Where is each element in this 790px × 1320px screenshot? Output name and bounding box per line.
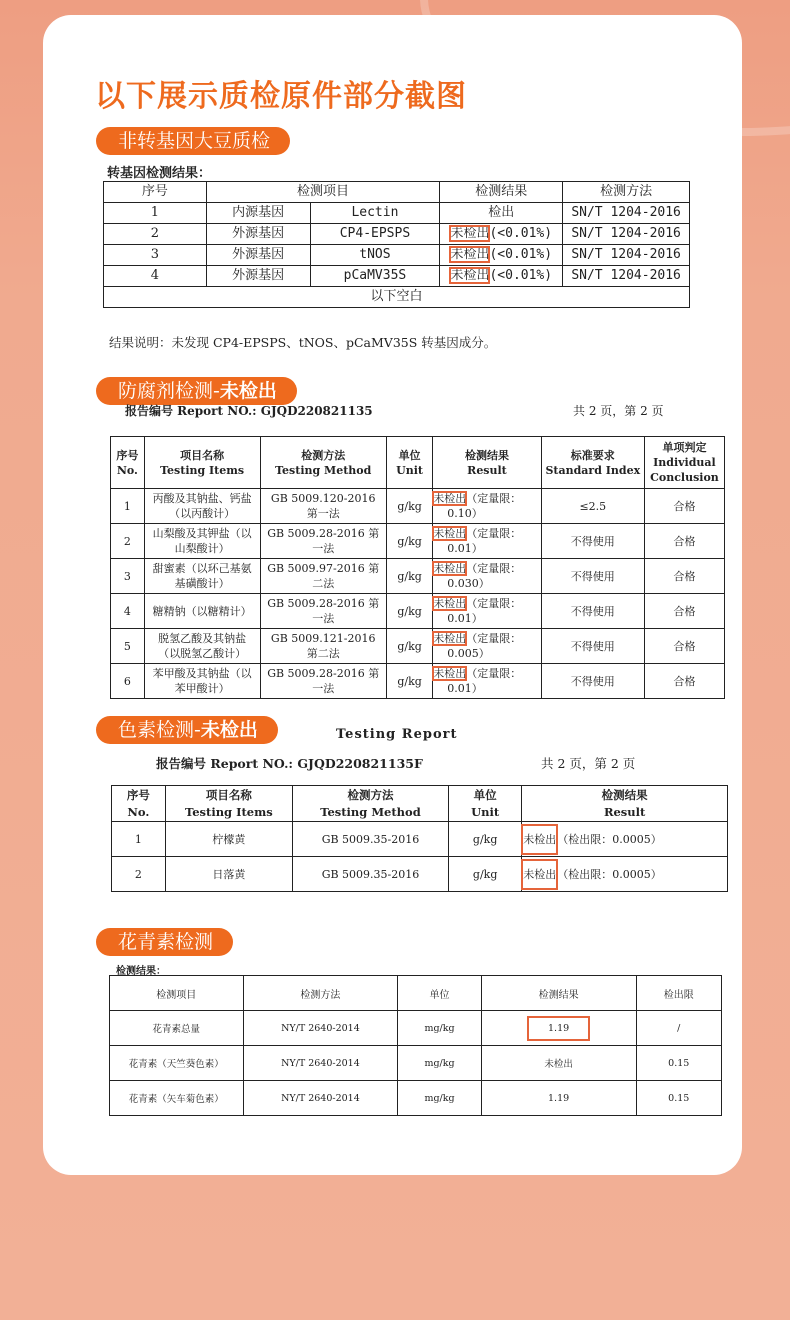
cell-conclusion: 合格: [644, 524, 724, 559]
cell-item: 苯甲酸及其钠盐（以 苯甲酸计）: [144, 664, 260, 699]
cell-item: 花青素（矢车菊色素）: [110, 1081, 244, 1116]
cell-item: 甜蜜素（以环己基氨 基磺酸计）: [144, 559, 260, 594]
cell-limit: /: [636, 1011, 721, 1046]
cell-type: 外源基因: [206, 245, 310, 266]
header-method: 检测方法 Testing Method: [292, 786, 448, 822]
cell-item: 柠檬黄: [165, 822, 292, 857]
gmo-subtitle: 转基因检测结果：: [107, 166, 212, 181]
cell-item: 山梨酸及其钾盐（以 山梨酸计）: [144, 524, 260, 559]
table-row: [104, 203, 690, 224]
cell-limit: 0.15: [636, 1081, 721, 1116]
cell-method: GB 5009.28-2016 第 一法: [260, 594, 386, 629]
cell-item: CP4-EPSPS: [310, 224, 440, 245]
cell-method: NY/T 2640-2014: [243, 1011, 398, 1046]
cell-no: 1: [111, 489, 145, 524]
cell-conclusion: 合格: [644, 559, 724, 594]
cell-item: 糖精钠（以糖精计）: [144, 594, 260, 629]
cell-std: 不得使用: [541, 629, 644, 664]
cell-method: GB 5009.97-2016 第 二法: [260, 559, 386, 594]
cell-result-extra: (<0.01%): [489, 226, 553, 241]
cell-type: 外源基因: [206, 266, 310, 287]
header-result: 检测结果: [440, 182, 563, 203]
header-no: 序号 No.: [111, 437, 145, 489]
table-row: [111, 489, 725, 524]
highlight-box: 未检出: [433, 632, 467, 645]
section-tag-gmo: 非转基因大豆质检: [96, 127, 290, 155]
header-result: 检测结果 Result: [522, 786, 728, 822]
cell-std: 不得使用: [541, 524, 644, 559]
cell-no: 6: [111, 664, 145, 699]
highlight-box: 未检出: [450, 247, 490, 262]
cell-item: 日落黄: [165, 857, 292, 892]
cell-unit: mg/kg: [398, 1011, 481, 1046]
header-limit: 检出限: [636, 976, 721, 1011]
tag-bold: 未检出: [200, 719, 258, 741]
cell-type: 内源基因: [206, 203, 310, 224]
cell-method: NY/T 2640-2014: [243, 1081, 398, 1116]
cell-result: [440, 266, 563, 287]
cell-item: Lectin: [310, 203, 440, 224]
cell-unit: mg/kg: [398, 1046, 481, 1081]
section-tag-pigment: [96, 716, 278, 744]
header-result: 检测结果: [481, 976, 636, 1011]
page-title: 以下展示质检原件部分截图: [95, 79, 467, 114]
header-method: 检测方法: [563, 182, 690, 203]
highlight-box: 未检出: [522, 825, 557, 854]
cell-no: 2: [104, 224, 207, 245]
header-no: 序号: [104, 182, 207, 203]
tag-prefix: 防腐剂检测-: [118, 380, 220, 402]
cell-item: 花青素总量: [110, 1011, 244, 1046]
highlight-box: 未检出: [450, 268, 490, 283]
header-method: 检测方法: [243, 976, 398, 1011]
cell-conclusion: 合格: [644, 664, 724, 699]
cell-unit: mg/kg: [398, 1081, 481, 1116]
table-header-row: [111, 437, 725, 489]
header-item: 项目名称 Testing Items: [165, 786, 292, 822]
cell-result: 未检出: [481, 1046, 636, 1081]
header-conclusion: 单项判定 Individual Conclusion: [644, 437, 724, 489]
cell-result: 未检出（定量限： 0.10）: [433, 489, 541, 524]
table-row: [112, 822, 728, 857]
cell-item: pCaMV35S: [310, 266, 440, 287]
cell-no: 2: [111, 524, 145, 559]
table-row: [110, 1046, 722, 1081]
cell-item: 脱氢乙酸及其钠盐 （以脱氢乙酸计）: [144, 629, 260, 664]
cell-method: SN/T 1204-2016: [563, 266, 690, 287]
section-tag-anthocyanin: 花青素检测: [96, 928, 233, 956]
cell-unit: g/kg: [449, 857, 522, 892]
cell-method: GB 5009.28-2016 第 一法: [260, 524, 386, 559]
anthocyanin-result-table: [109, 975, 722, 1116]
cell-unit: g/kg: [386, 489, 432, 524]
cell-result: 未检出（定量限： 0.01）: [433, 524, 541, 559]
table-row: [104, 266, 690, 287]
cell-type: 外源基因: [206, 224, 310, 245]
blank-row: 以下空白: [104, 287, 690, 308]
pigment-result-table: [111, 785, 728, 892]
cell-method: SN/T 1204-2016: [563, 224, 690, 245]
cell-no: 2: [112, 857, 166, 892]
table-row: [104, 245, 690, 266]
cell-unit: g/kg: [386, 559, 432, 594]
header-result: 检测结果 Result: [433, 437, 541, 489]
report-number: 报告编号 Report NO.: GJQD220821135F: [156, 756, 423, 771]
header-unit: 单位 Unit: [386, 437, 432, 489]
report-number: 报告编号 Report NO.: GJQD220821135: [125, 404, 373, 418]
cell-no: 1: [104, 203, 207, 224]
cell-item: 花青素（天竺葵色素）: [110, 1046, 244, 1081]
table-row: [104, 224, 690, 245]
highlight-box: 未检出: [522, 860, 557, 889]
cell-unit: g/kg: [386, 629, 432, 664]
cell-result: [481, 1011, 636, 1046]
table-row: [111, 524, 725, 559]
highlight-box: 未检出: [433, 667, 467, 680]
cell-unit: g/kg: [449, 822, 522, 857]
cell-no: 1: [112, 822, 166, 857]
table-row: [111, 664, 725, 699]
highlight-box: 未检出: [433, 492, 467, 505]
cell-std: ≤2.5: [541, 489, 644, 524]
report-doc-title: Testing Report: [336, 727, 458, 742]
cell-result: [440, 245, 563, 266]
tag-prefix: 色素检测-: [118, 719, 201, 741]
table-row: [112, 857, 728, 892]
cell-std: 不得使用: [541, 594, 644, 629]
cell-conclusion: 合格: [644, 629, 724, 664]
table-header-row: [112, 786, 728, 822]
cell-unit: g/kg: [386, 664, 432, 699]
cell-method: GB 5009.120-2016 第一法: [260, 489, 386, 524]
cell-method: GB 5009.35-2016: [292, 857, 448, 892]
cell-result: 未检出（定量限： 0.01）: [433, 594, 541, 629]
tag-bold: 未检出: [219, 380, 277, 402]
cell-unit: g/kg: [386, 594, 432, 629]
cell-method: GB 5009.121-2016 第二法: [260, 629, 386, 664]
cell-result: [440, 224, 563, 245]
header-no: 序号 No.: [112, 786, 166, 822]
page-count: 共 2 页，第 2 页: [573, 404, 664, 418]
cell-conclusion: 合格: [644, 594, 724, 629]
cell-limit: 0.15: [636, 1046, 721, 1081]
cell-result: 未检出（定量限： 0.005）: [433, 629, 541, 664]
cell-result: 未检出（检出限：0.0005）: [522, 857, 728, 892]
header-std: 标准要求 Standard Index: [541, 437, 644, 489]
section-tag-preservative: [96, 377, 297, 405]
page-count: 共 2 页，第 2 页: [541, 756, 636, 771]
cell-method: NY/T 2640-2014: [243, 1046, 398, 1081]
cell-no: 4: [111, 594, 145, 629]
cell-result-extra: (<0.01%): [489, 247, 553, 262]
cell-no: 3: [111, 559, 145, 594]
cell-no: 5: [111, 629, 145, 664]
cell-method: GB 5009.35-2016: [292, 822, 448, 857]
cell-result: 未检出（定量限： 0.01）: [433, 664, 541, 699]
cell-item: 丙酸及其钠盐、钙盐 （以丙酸计）: [144, 489, 260, 524]
cell-method: SN/T 1204-2016: [563, 245, 690, 266]
header-item: 检测项目: [110, 976, 244, 1011]
anthocyanin-subtitle: 检测结果：: [116, 966, 166, 977]
cell-result: 未检出（定量限： 0.030）: [433, 559, 541, 594]
table-row: [111, 594, 725, 629]
cell-method: SN/T 1204-2016: [563, 203, 690, 224]
cell-unit: g/kg: [386, 524, 432, 559]
table-row: [110, 1011, 722, 1046]
cell-no: 3: [104, 245, 207, 266]
header-unit: 单位 Unit: [449, 786, 522, 822]
table-row: [104, 287, 690, 308]
preservative-result-table: [110, 436, 725, 699]
header-item: 项目名称 Testing Items: [144, 437, 260, 489]
highlight-box: 未检出: [433, 527, 467, 540]
cell-conclusion: 合格: [644, 489, 724, 524]
header-unit: 单位: [398, 976, 481, 1011]
cell-result: 检出: [440, 203, 563, 224]
header-method: 检测方法 Testing Method: [260, 437, 386, 489]
cell-no: 4: [104, 266, 207, 287]
cell-std: 不得使用: [541, 664, 644, 699]
cell-result: 1.19: [481, 1081, 636, 1116]
table-row: [111, 559, 725, 594]
content-card: [43, 15, 742, 1175]
table-header-row: [104, 182, 690, 203]
highlight-box: 未检出: [433, 597, 467, 610]
header-item: 检测项目: [206, 182, 440, 203]
cell-std: 不得使用: [541, 559, 644, 594]
cell-item: tNOS: [310, 245, 440, 266]
table-header-row: [110, 976, 722, 1011]
gmo-note: 结果说明：未发现 CP4-EPSPS、tNOS、pCaMV35S 转基因成分。: [109, 335, 497, 350]
gmo-result-table: [103, 181, 690, 308]
highlight-box: 未检出: [450, 226, 490, 241]
highlight-box: 未检出: [433, 562, 467, 575]
table-row: [111, 629, 725, 664]
highlight-box: 1.19: [528, 1017, 589, 1040]
cell-result-extra: (<0.01%): [489, 268, 553, 283]
table-row: [110, 1081, 722, 1116]
cell-method: GB 5009.28-2016 第 一法: [260, 664, 386, 699]
cell-result: 未检出（检出限：0.0005）: [522, 822, 728, 857]
